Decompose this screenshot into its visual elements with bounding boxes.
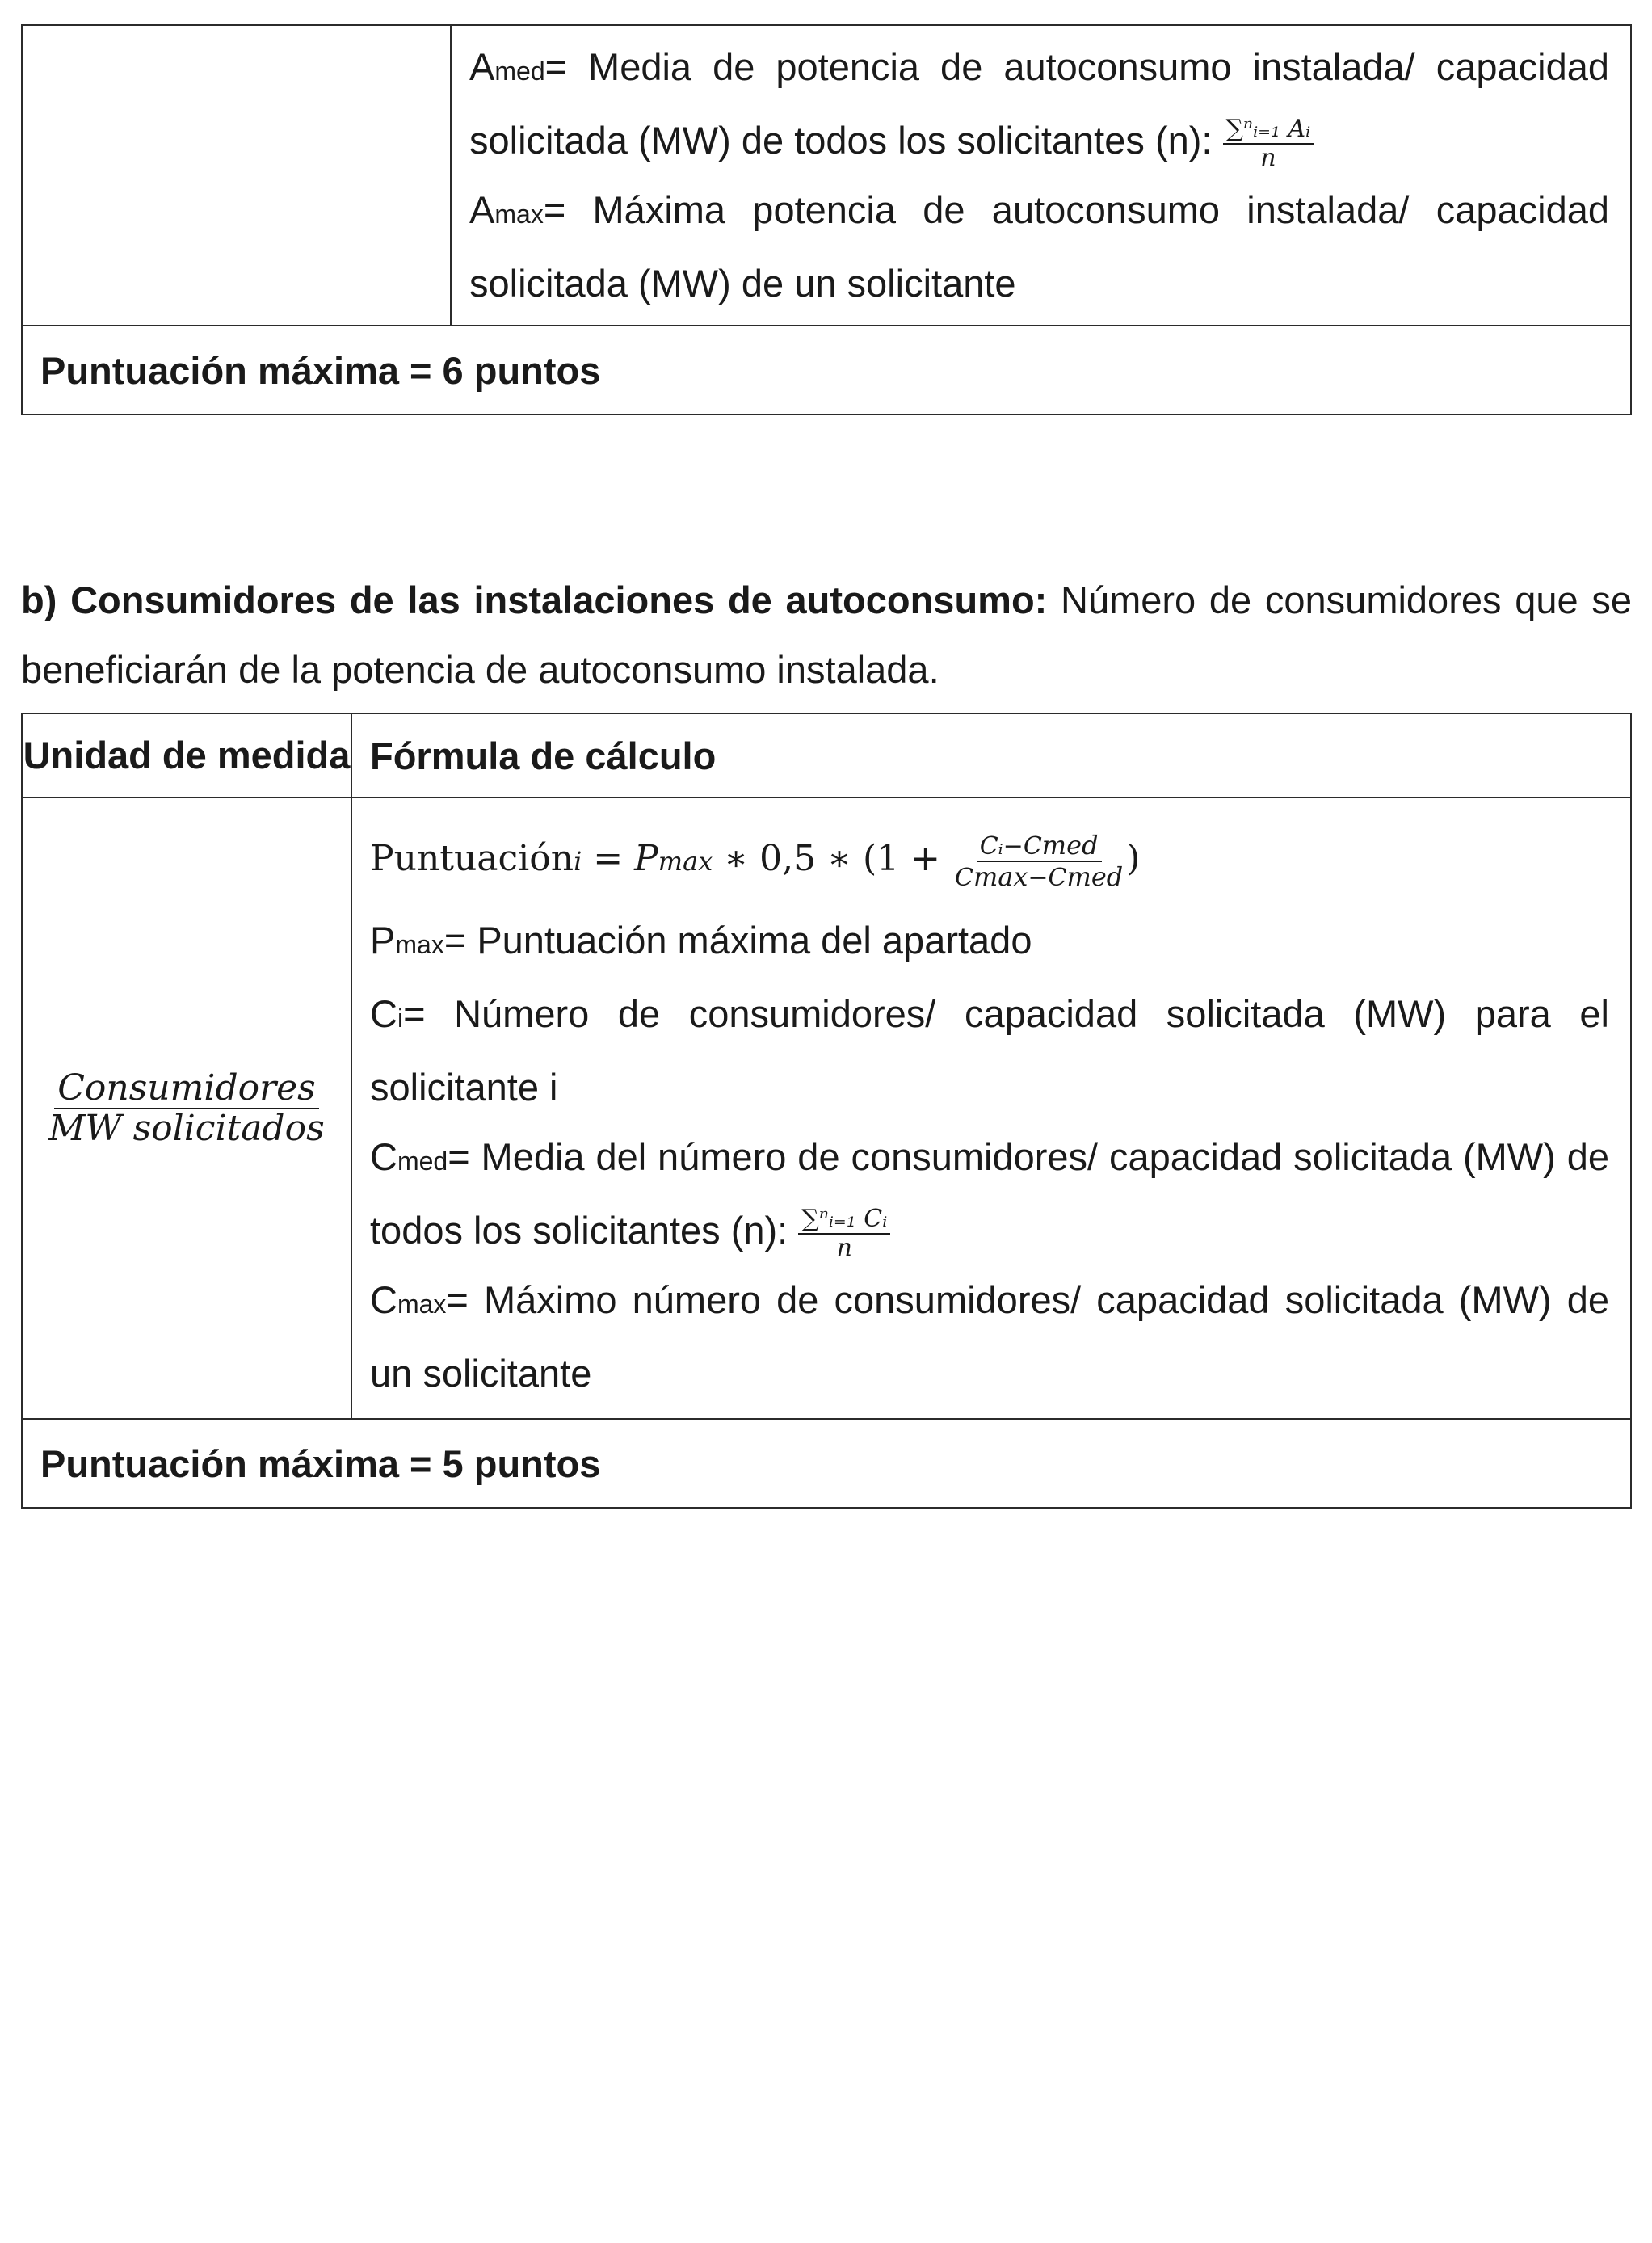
criteria-table-a xyxy=(21,24,1632,415)
cmax-definition: Cmax= Máximo número de consumidores/ capacidad solicitada (MW) de un solicitante xyxy=(370,1278,1609,1395)
unit-fraction: $\frac{\text{Consumidores}}{\text{MW solicitados}}$ xyxy=(48,1067,325,1149)
amed-fraction: $\frac{\text{∑ⁿᵢ₌₁ Aᵢ}}{n}$ xyxy=(1223,117,1314,170)
ci-definition: Ci= Número de consumidores/ capacidad solicitada (MW) para el solicitante i xyxy=(370,992,1609,1109)
score-formula: Puntuacióni = Pmax ∗ 0,5 ∗ (1 + $\frac{\text{Cᵢ−Cmed}}{\text{Cmax−Cmed}}$ ) xyxy=(370,829,1141,892)
definitions-cell xyxy=(451,25,1631,326)
section-b-intro: b) Consumidores de las instalaciones de autoconsumo: Número de consumidores que se beneficiarán de la potencia de autoconsumo instalada. xyxy=(21,579,1632,691)
header-formula: Fórmula de cálculo xyxy=(351,713,1631,797)
max-score-b: Puntuación máxima = 5 puntos xyxy=(22,1419,1631,1508)
criteria-table-b xyxy=(21,713,1632,1509)
header-unit: Unidad de medida xyxy=(22,713,351,797)
cmed-definition: Cmed= Media del número de consumidores/ capacidad solicitada (MW) de todos los solicitantes (n): $\frac{\text{∑ⁿᵢ₌₁ Cᵢ}}{n}$ xyxy=(370,1135,1609,1262)
max-score-a: Puntuación máxima = 6 puntos xyxy=(22,326,1631,415)
amax-definition: Amax= Máxima potencia de autoconsumo instalada/ capacidad solicitada (MW) de un solicitante xyxy=(469,188,1609,305)
unit-cell-empty xyxy=(22,25,451,326)
formula-cell xyxy=(351,797,1631,1419)
section-b-title: b) Consumidores de las instalaciones de autoconsumo: xyxy=(21,579,1048,621)
pmax-definition: Pmax= Puntuación máxima del apartado xyxy=(370,919,1032,962)
amed-definition: Amed= Media de potencia de autoconsumo instalada/ capacidad solicitada (MW) de todos los solicitantes (n): $\frac{\text{∑ⁿᵢ₌₁ Aᵢ}}{n}$ xyxy=(469,45,1609,172)
formula-fraction: $\frac{\text{Cᵢ−Cmed}}{\text{Cmax−Cmed}}$ xyxy=(954,829,1124,892)
unit-cell xyxy=(22,797,351,1419)
cmed-fraction: $\frac{\text{∑ⁿᵢ₌₁ Cᵢ}}{n}$ xyxy=(798,1207,890,1260)
